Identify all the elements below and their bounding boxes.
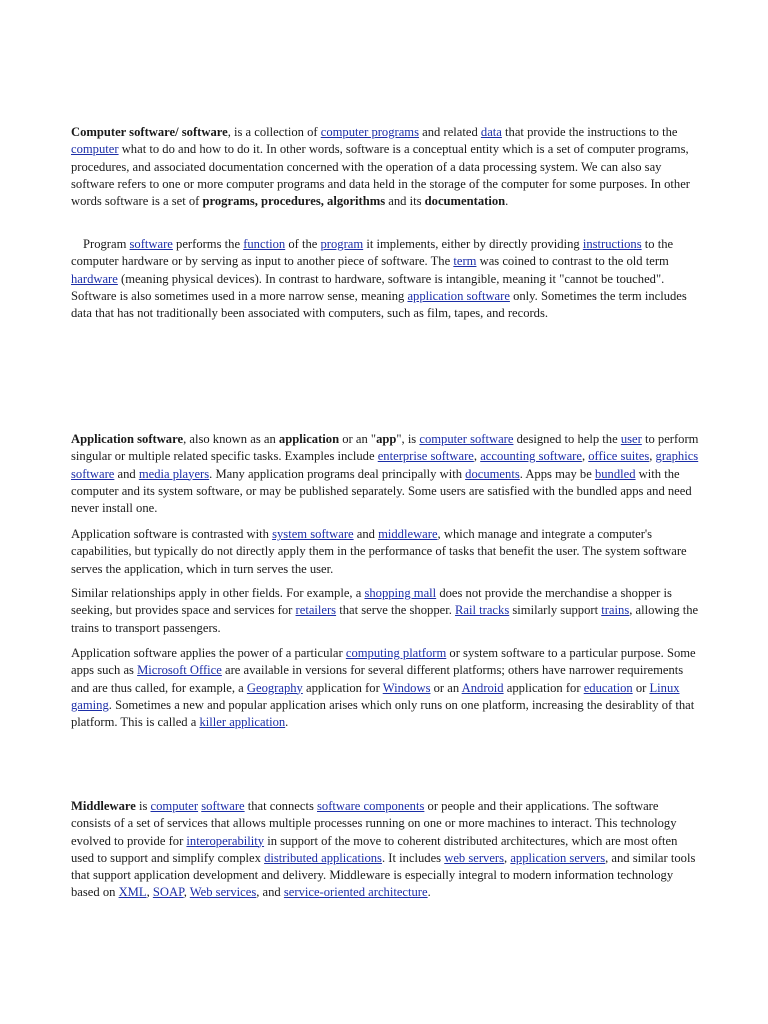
link[interactable]: Windows: [382, 680, 431, 695]
link[interactable]: computer: [71, 142, 119, 157]
link[interactable]: system software: [272, 527, 354, 541]
text-run: designed to help the: [513, 432, 621, 446]
text-run: (meaning physical devices). In contrast to hardware, software is intangible, meaning it "cannot be touched". Software is also sometimes used in a more narrow sense, meaning: [71, 271, 665, 303]
link[interactable]: hardware: [71, 271, 118, 286]
link[interactable]: middleware: [378, 527, 438, 541]
link[interactable]: enterprise software: [377, 449, 474, 464]
link[interactable]: computer programs: [320, 125, 420, 139]
text-run: . It includes: [381, 850, 445, 865]
link[interactable]: term: [453, 254, 477, 269]
link[interactable]: Microsoft Office: [137, 663, 222, 678]
link[interactable]: software: [201, 799, 245, 813]
link[interactable]: computer software: [419, 432, 514, 446]
text-run: Similar relationships apply in other fields. For example, a: [71, 586, 365, 600]
text-run: does not provide the merchandise a shopper is seeking, but provides space and services for: [71, 586, 672, 618]
text-run: Application software applies the power of a particular: [71, 646, 346, 660]
text-run: only. Sometimes the term includes data that has not traditionally been associated with computers, such as film, tapes, and records.: [71, 288, 687, 321]
text-run: and its: [385, 194, 425, 209]
text-run: ,: [183, 885, 190, 900]
paragraph-program-software: [71, 236, 699, 322]
text-run: ,: [581, 449, 589, 464]
text-run: and related: [419, 125, 481, 139]
paragraph-application-platform: [71, 645, 699, 731]
link[interactable]: shopping mall: [364, 586, 437, 600]
link[interactable]: media players: [138, 466, 210, 481]
link[interactable]: documents: [465, 466, 520, 481]
link[interactable]: service-oriented architecture: [283, 885, 428, 900]
link[interactable]: data: [480, 125, 502, 139]
text-run: application for: [503, 680, 584, 695]
bold-term: Middleware: [71, 799, 136, 813]
text-run: Application software is contrasted with: [71, 527, 273, 541]
text-run: , which manage and integrate a computer's capabilities, but typically do not directly apply them in the performance of tasks that benefit the user. The system software serves the application, which in turn serves the user.: [71, 527, 687, 576]
link[interactable]: software components: [317, 799, 425, 813]
link[interactable]: application software: [407, 288, 510, 303]
paragraph-computer-software-definition: [71, 124, 699, 210]
link[interactable]: graphics software: [71, 449, 699, 481]
paragraph-similar-relationships: [71, 585, 699, 637]
link[interactable]: software: [129, 237, 173, 251]
text-run: , allowing the trains to transport passengers.: [71, 603, 699, 635]
text-run: . Many application programs deal principally with: [209, 466, 466, 481]
link[interactable]: web servers: [444, 850, 505, 865]
link[interactable]: computing platform: [345, 646, 447, 660]
text-run: .: [505, 194, 509, 209]
text-run: ", is: [396, 432, 420, 446]
bold-term: Computer software/ software: [71, 125, 228, 139]
text-run: or an: [430, 680, 462, 695]
text-run: was coined to contrast to the old term: [476, 254, 669, 269]
text-run: is: [135, 799, 151, 813]
bold-term: documentation: [424, 194, 506, 209]
link[interactable]: Web services: [189, 885, 257, 900]
text-run: that provide the instructions to the: [501, 125, 678, 139]
link[interactable]: retailers: [295, 603, 337, 618]
text-run: to the computer hardware or by serving as input to another piece of software. The: [71, 237, 674, 269]
link[interactable]: distributed applications: [264, 850, 382, 865]
link[interactable]: Rail tracks: [455, 603, 510, 618]
bold-term: programs, procedures, algorithms: [202, 194, 386, 209]
text-run: ,: [504, 850, 511, 865]
text-run: what to do and how to do it. In other words, software is a conceptual entity which is a set of computer programs, procedures, and associated documentation concerned with the operation of a data processing system. We can also say software refers to one or more computer programs and data held in the storage of the computer for some purposes. In other words software is a set of: [71, 142, 690, 209]
text-run: or an ": [339, 432, 377, 446]
text-run: .: [427, 885, 431, 900]
link[interactable]: accounting software: [480, 449, 582, 464]
link[interactable]: Android: [461, 680, 504, 695]
bold-term: application: [278, 432, 340, 446]
link[interactable]: user: [620, 432, 642, 446]
text-run: or system software to a particular purpose. Some apps such as: [71, 646, 696, 678]
text-run: application for: [302, 680, 383, 695]
text-run: that connects: [244, 799, 317, 813]
link[interactable]: SOAP: [152, 885, 184, 900]
link[interactable]: education: [583, 680, 633, 695]
link[interactable]: program: [320, 237, 364, 251]
link[interactable]: function: [243, 237, 286, 251]
text-run: to perform singular or multiple related specific tasks. Examples include: [71, 432, 699, 464]
link[interactable]: killer application: [199, 715, 286, 730]
text-run: that serve the shopper.: [336, 603, 456, 618]
link[interactable]: application servers: [510, 850, 606, 865]
text-run: . Sometimes a new and popular application arises which only runs on one platform, increasing the desirablity of that platform. This is called a: [71, 697, 695, 730]
text-run: or: [632, 680, 650, 695]
text-run: it implements, either by directly providing: [363, 237, 583, 251]
text-run: Program: [83, 237, 130, 251]
link[interactable]: XML: [118, 885, 147, 900]
link[interactable]: bundled: [594, 466, 636, 481]
link[interactable]: interoperability: [186, 833, 265, 848]
text-run: or people and their applications. The software consists of a set of services that allows multiple processes running on one or more machines to interact. This technology evolved to provide for: [71, 799, 677, 848]
link[interactable]: computer: [150, 799, 199, 813]
text-run: performs the: [172, 237, 244, 251]
link[interactable]: trains: [601, 603, 630, 618]
link[interactable]: instructions: [582, 237, 642, 251]
text-run: and: [114, 466, 139, 481]
text-run: with the computer and its system software, or may be published separately. Some users are satisfied with the bundled apps and need never install one.: [71, 466, 692, 516]
text-run: .: [285, 715, 289, 730]
paragraph-middleware-definition: [71, 798, 699, 902]
text-run: . Apps may be: [519, 466, 595, 481]
paragraph-application-software-definition: [71, 431, 699, 517]
text-run: and: [353, 527, 379, 541]
text-run: ,: [146, 885, 153, 900]
text-run: , and similar tools that support application development and delivery. Middleware is especially integral to modern information technology based on: [71, 850, 696, 900]
text-run: , also known as an: [183, 432, 279, 446]
bold-term: app: [376, 432, 397, 446]
text-run: of the: [285, 237, 321, 251]
bold-term: Application software: [71, 432, 184, 446]
link[interactable]: Geography: [246, 680, 303, 695]
link[interactable]: Linux gaming: [71, 680, 680, 712]
text-run: are available in versions for several different platforms; others have narrower requirements and are thus called, for example, a: [71, 663, 684, 695]
link[interactable]: office suites: [588, 449, 650, 464]
text-run: ,: [649, 449, 656, 464]
text-run: in support of the move to coherent distributed architectures, which are most often used to support and simplify complex: [71, 833, 678, 865]
text-run: , and: [256, 885, 284, 900]
text-run: ,: [473, 449, 481, 464]
text-run: similarly support: [509, 603, 602, 618]
paragraph-application-vs-system: [71, 526, 699, 578]
text-run: , is a collection of: [227, 125, 321, 139]
